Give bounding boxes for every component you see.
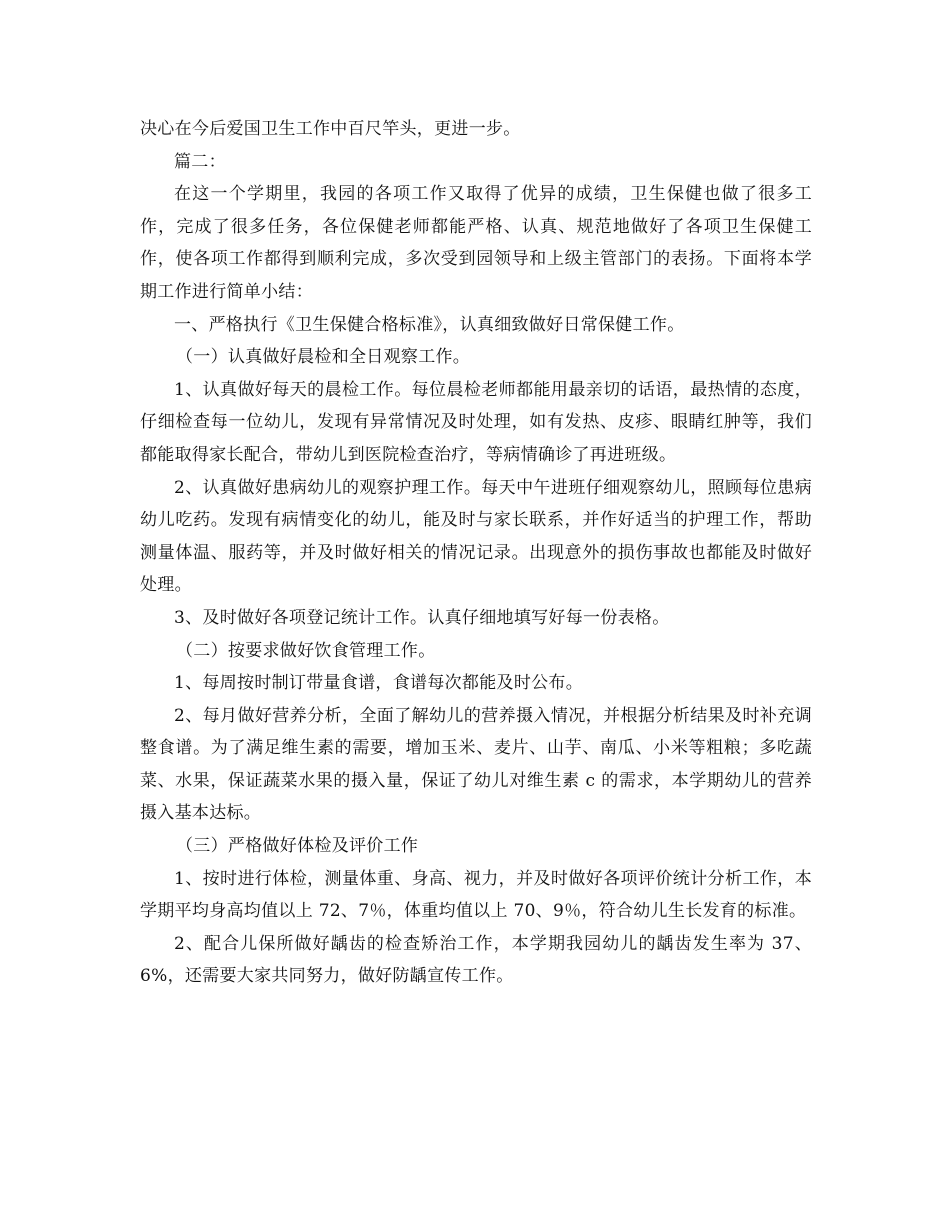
- paragraph: 1、按时进行体检，测量体重、身高、视力，并及时做好各项评价统计分析工作，本学期平均身高均值以上 72、7％，体重均值以上 70、9％，符合幼儿生长发育的标准。: [140, 868, 812, 922]
- section-heading: 篇二：: [174, 151, 226, 172]
- subsection-heading: （二）按要求做好饮食管理工作。: [176, 640, 436, 661]
- document-body: [140, 113, 812, 993]
- paragraph: 决心在今后爱国卫生工作中百尺竿头，更进一步。: [140, 119, 521, 139]
- paragraph: 在这一个学期里，我园的各项工作又取得了优异的成绩，卫生保健也做了很多工作，完成了很多任务，各位保健老师都能严格、认真、规范地做好了各项卫生保健工作，使各项工作都得到顺利完成，多次受到园领导和上级主管部门的表扬。下面将本学期工作进行简单小结：: [140, 184, 812, 302]
- paragraph: 2、认真做好患病幼儿的观察护理工作。每天中午进班仔细观察幼儿，照顾每位患病幼儿吃药。发现有病情变化的幼儿，能及时与家长联系，并作好适当的护理工作，帮助测量体温、服药等，并及时做好相关的情况记录。出现意外的损伤事故也都能及时做好处理。: [140, 477, 812, 596]
- paragraph: 1、认真做好每天的晨检工作。每位晨检老师都能用最亲切的话语，最热情的态度，仔细检查每一位幼儿，发现有异常情况及时处理，如有发热、皮疹、眼睛红肿等，我们都能取得家长配合，带幼儿到医院检查治疗，等病情确诊了再进班级。: [140, 379, 812, 465]
- subsection-heading: （三）严格做好体检及评价工作: [176, 836, 419, 857]
- subsection-heading: （一）认真做好晨检和全日观察工作。: [176, 347, 471, 368]
- paragraph: 1、每周按时制订带量食谱，食谱每次都能及时公布。: [174, 673, 584, 694]
- section-heading: 一、严格执行《卫生保健合格标准》，认真细致做好日常保健工作。: [174, 314, 685, 335]
- paragraph: 2、配合儿保所做好龋齿的检查矫治工作，本学期我园幼儿的龋齿发生率为 37、6%，还需要大家共同努力，做好防龋宣传工作。: [140, 933, 812, 987]
- paragraph: 3、及时做好各项登记统计工作。认真仔细地填写好每一份表格。: [174, 607, 670, 628]
- paragraph: 2、每月做好营养分析，全面了解幼儿的营养摄入情况，并根据分析结果及时补充调整食谱。为了满足维生素的需要，增加玉米、麦片、山芋、南瓜、小米等粗粮；多吃蔬菜、水果，保证蔬菜水果的摄入量，保证了幼儿对维生素 c 的需求，本学期幼儿的营养摄入基本达标。: [140, 705, 812, 824]
